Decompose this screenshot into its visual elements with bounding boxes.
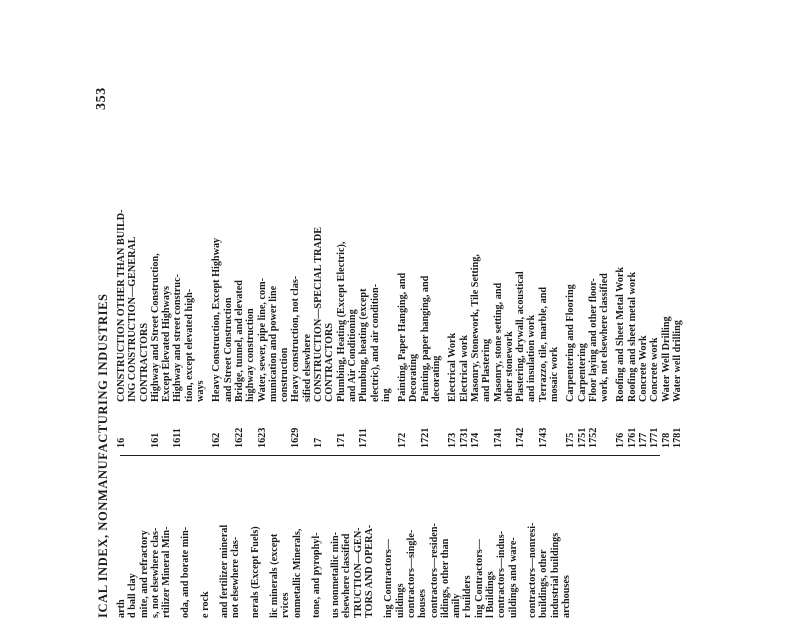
industry-1743: 1743Terrazzo, tile, marble, and mosaic work: [537, 286, 560, 448]
left-column-line: contractors—residen-: [428, 523, 440, 618]
industry-1611: 1611Highway and street construc- tion, except elevated high- ways: [172, 274, 207, 448]
left-column-line: rvices: [280, 592, 292, 618]
left-column-line: l Buildings: [485, 571, 497, 618]
left-column-line: amily: [451, 593, 463, 618]
left-column-line: ildings, other than: [439, 538, 451, 618]
left-column-line: onmetallic Minerals,: [291, 528, 303, 618]
left-column-line: nerals (Except Fuels): [249, 526, 261, 618]
left-column-line: ing Contractors—: [473, 539, 485, 618]
left-column-line: industrial buildings: [549, 532, 561, 618]
left-column-line: [172, 458, 180, 618]
industry-1761: 1761Roofing and sheet metal work: [626, 271, 638, 448]
left-column-line: buildings, other: [538, 549, 550, 618]
industry-1629: 1629Heavy construction, not clas- sified elsewhere: [290, 275, 313, 448]
left-column-line: uildings: [394, 583, 406, 618]
left-column: [116, 458, 572, 618]
left-column-line: uildings and ware-: [507, 537, 519, 618]
group-177: 177Concrete Work: [638, 335, 650, 448]
left-column-line: [303, 458, 311, 618]
group-162: 162Heavy Construction, Except Highway and Street Construction: [211, 237, 234, 448]
left-column-line: rtilizer Mineral Min-: [161, 526, 173, 618]
left-column-line: [519, 458, 527, 618]
group-178: 178Water Well Drilling: [660, 316, 672, 448]
left-column-line: oda, and borate min-: [180, 526, 192, 618]
left-column-line: contractors—single-: [405, 529, 417, 618]
industry-1711: 1711Plumbing, heating (except electric), and air condition- ing: [358, 283, 392, 448]
code: 16: [116, 437, 127, 448]
industry-1721: 1721Painting, paper hanging, and decorating: [419, 275, 443, 448]
group-175: 175Carpentering and Flooring: [565, 284, 577, 448]
left-column-line: e rock: [199, 591, 211, 618]
left-column-line: and fertilizer mineral: [219, 524, 231, 618]
left-column-line: [242, 458, 250, 618]
left-column-line: archouses: [560, 575, 572, 618]
left-column-line: TORS AND OPERA-: [364, 524, 376, 618]
page-title: ICAL INDEX, NONMANUFACTURING INDUSTRIES: [96, 293, 110, 618]
column-divider: [120, 455, 660, 456]
group-171: 171Plumbing, Heating (Except Electric), and Air Conditioning: [335, 241, 358, 448]
left-column-line: us nonmetallic min-: [330, 531, 342, 618]
left-column-line: [322, 458, 330, 618]
industry-1751: 1751Carpentering: [576, 343, 588, 448]
group-176: 176Roofing and Sheet Metal Work: [615, 266, 627, 448]
right-column: [116, 0, 683, 448]
left-column-line: [211, 458, 219, 618]
industry-1771: 1771Concrete work: [649, 337, 661, 448]
industry-1752: 1752Floor laying and other floor- work, not elsewhere classified: [587, 273, 611, 448]
industry-1623: 1623Water, sewer, pipe line, com- munication and power line construction: [256, 277, 291, 448]
left-column-line: not elsewhere clas-: [230, 536, 242, 618]
left-column-line: arth: [116, 599, 127, 618]
left-column-line: [192, 458, 200, 618]
left-column-line: s, not elsewhere clas-: [149, 527, 161, 618]
left-column-line: elsewhere classified: [341, 533, 353, 618]
left-column-line: contractors—indus-: [496, 530, 508, 618]
major-group-16: 16CONSTRUCTION OTHER THAN BUILD- ING CONSTRUCTION—GENERAL CONTRACTORS: [116, 209, 150, 448]
group-172: 172Painting, Paper Hanging, and Decorating: [397, 272, 420, 448]
page-number: 353: [94, 87, 109, 110]
page-header: [94, 0, 116, 618]
left-column-line: [261, 458, 269, 618]
major-group-17: 17CONSTRUCTION—SPECIAL TRADE CONTRACTORS: [313, 226, 336, 448]
left-column-line: d ball clay: [127, 573, 139, 618]
group-161: 161Highway and Street Construction, Except Elevated Highways: [149, 253, 173, 448]
left-column-line: lic minerals (except: [268, 533, 280, 618]
left-column-line: TRUCTION—GEN-: [352, 527, 364, 618]
industry-1781: 1781Water well drilling: [671, 320, 683, 448]
left-column-line: [375, 458, 383, 618]
industry-1731: 1731Electrical work: [458, 334, 470, 448]
industry-1742: 1742Plastering, drywall, acoustical and insulation work: [515, 271, 538, 448]
industry-1622: 1622Bridge, tunnel, and elevated highway construction: [233, 280, 257, 448]
industry-1741: 1741Masonry, stone setting, and other stonework: [492, 282, 515, 448]
left-column-line: houses: [417, 589, 429, 618]
left-column-line: r builders: [462, 575, 474, 618]
left-column-line: tone, and pyrophyl-: [310, 532, 322, 618]
group-174: 174Masonry, Stonework, Tile Setting, and Plastering: [469, 254, 493, 448]
left-column-line: mite, and refractory: [138, 530, 150, 618]
left-column-line: contractors—nonresi-: [526, 522, 538, 618]
left-column-line: ing Contractors—: [383, 539, 395, 618]
group-173: 173Electrical Work: [447, 332, 459, 448]
